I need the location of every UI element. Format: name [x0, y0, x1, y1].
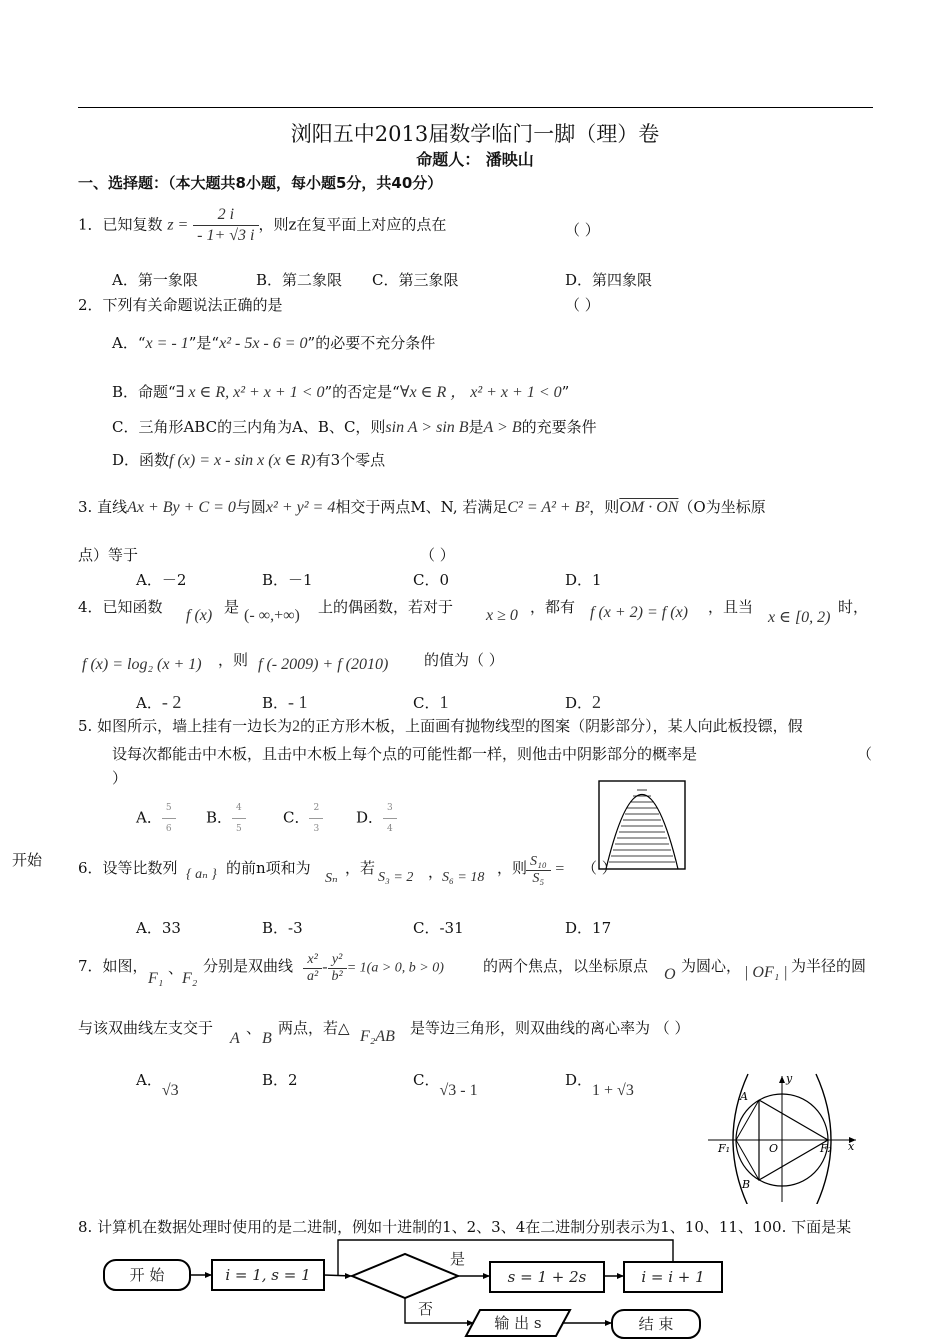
q4-t6: ，则 [218, 651, 249, 669]
q7-t2: 分别是双曲线 [203, 957, 294, 975]
section-heading: 一、选择题：（本大题共8小题，每小题5分，共40分） [78, 174, 443, 192]
q2b-math-2: ∀x ∈ R ， x² + x + 1 < 0 [399, 384, 562, 401]
q6-answer-paren: （ ） [582, 859, 617, 877]
q6-math-s6: S₆ = 18 [442, 870, 485, 885]
q6-pre: 6．设等比数列 [78, 859, 178, 877]
q2c-mid: 是 [468, 418, 484, 436]
q4c-value: 1 [439, 692, 449, 712]
q5b-num: 4 [232, 798, 246, 819]
q3-option-d: D．1 [565, 571, 602, 589]
q5c-fraction [309, 798, 323, 839]
q4-t2: 上的偶函数，若对于 [318, 598, 454, 616]
q4-t7: 的值为（ ） [424, 651, 504, 669]
q2d-post: 有3个零点 [315, 451, 386, 469]
q4-math-period: f (x + 2) = f (x) [590, 604, 688, 621]
q4b-label: B． [262, 694, 289, 712]
q4-pre: 4．已知函数 [78, 598, 163, 616]
q7-frac-y [328, 952, 347, 985]
q1-answer-paren: （ ） [565, 221, 600, 239]
q5-option-b [206, 798, 246, 839]
question-1 [78, 205, 446, 246]
author-line: 命题人： 潘映山 [416, 150, 534, 169]
q7d-value: 1 + √3 [592, 1082, 634, 1099]
q7-option-c [413, 1070, 478, 1099]
q1-denominator: - 1+ √3 i [197, 227, 255, 244]
q2a-pre: A．“ [112, 334, 146, 352]
flow-output-label: 输 出 s [494, 1314, 542, 1332]
q5-line-1 [78, 716, 803, 737]
q5a-label: A． [136, 808, 162, 827]
q2-option-a [112, 333, 435, 354]
q1-post: ，则z在复平面上对应的点在 [258, 215, 447, 234]
q7-option-d [565, 1070, 634, 1099]
q5a-num: 5 [162, 798, 176, 819]
q1-pre: 1．已知复数 [78, 215, 163, 234]
q1-option-c: C．第三象限 [372, 271, 459, 289]
q3-math-vector: OM · ON [619, 499, 679, 516]
q6-option-d: D．17 [565, 919, 612, 937]
q5-paren-close: ） [112, 769, 128, 787]
q1-option-a: A．第一象限 [112, 271, 198, 289]
q4-option-c [413, 692, 448, 713]
q7c-label: C． [413, 1071, 440, 1089]
q2d-math: f (x) = x - sin x (x ∈ R) [169, 452, 316, 469]
q6-ratio [526, 854, 565, 887]
q2c-math-2: A > B [483, 419, 522, 436]
q7-math-triangle: F₂AB [360, 1028, 395, 1045]
q2a-mid: ”是“ [188, 334, 220, 352]
q5-side: 2 [292, 718, 301, 735]
q2-option-c [112, 417, 597, 438]
q5b-fraction [232, 798, 246, 839]
q3-answer-paren: （ ） [420, 546, 455, 564]
document-title: 浏阳五中2013届数学临门一脚（理）卷 [290, 122, 660, 146]
flow-init-label: i = 1, s = 1 [225, 1266, 311, 1284]
q5-line-2: 设每次都能击中木板，且击中木板上每个点的可能性都一样，则他击中阴影部分的概率是 [112, 745, 698, 763]
q6-t2: ，若 [345, 859, 376, 877]
q7-math-o: O [664, 966, 676, 983]
q7-hyperbola-eq [303, 952, 444, 985]
q6-t3: ， [428, 863, 444, 881]
q6-math-sn: Sₙ [325, 871, 338, 886]
q2d-pre: D．函数 [112, 451, 170, 469]
q7-minus: - [322, 958, 328, 976]
q4d-label: D． [565, 694, 593, 712]
q7-l2-t1: 、 [246, 1019, 262, 1037]
q6-eq: = [554, 860, 566, 878]
q7-pre: 7．如图， [78, 957, 148, 975]
q5b-label: B． [206, 808, 233, 827]
q7-condition: = 1(a > 0, b > 0) [346, 960, 444, 976]
flow-start-label: 开 始 [129, 1266, 165, 1284]
q7-l2-post: 是等边三角形，则双曲线的离心率为 （ ） [410, 1019, 690, 1037]
flow-end-label: 结 束 [638, 1315, 674, 1333]
q6-fraction [526, 854, 551, 887]
q4-option-d [565, 692, 601, 713]
flow-step-i-label: i = i + 1 [641, 1268, 705, 1286]
q2b-post: ” [561, 383, 570, 401]
q7-fx-num: x² [303, 952, 322, 969]
q5-paren-open: （ [857, 745, 873, 763]
q6-option-a: A．33 [136, 919, 181, 937]
flow-decision-node [352, 1254, 458, 1298]
q6-option-c: C．-31 [413, 919, 464, 937]
fig7-label-f1: F₁ [718, 1142, 731, 1155]
q4c-label: C． [413, 694, 440, 712]
q6-t4: ，则 [497, 859, 528, 877]
q6-num: S₁₀ [526, 854, 551, 871]
q2-answer-paren: （ ） [565, 296, 600, 314]
q5c-den: 3 [313, 824, 320, 834]
q7-math-b: B [262, 1030, 272, 1047]
q1-option-b: B．第二象限 [256, 271, 343, 289]
q6-t1: 的前n项和为 [226, 859, 311, 877]
q7-math-f2: F₂ [182, 970, 198, 987]
q2b-pre: B．命题“ [112, 383, 176, 401]
q1-fraction [193, 205, 258, 246]
fig7-label-y: y [786, 1072, 793, 1085]
q3-option-b: B．－1 [262, 571, 313, 589]
fig7-label-o: O [769, 1142, 779, 1155]
question-8: 8. 计算机在数据处理时使用的是二进制，例如十进制的1、2、3、4在二进制分别表示为1、10、11、100. 下面是某 [78, 1218, 852, 1236]
q7-t5: 为半径的圆 [791, 957, 867, 975]
fig7-label-x: x [848, 1140, 855, 1153]
q7-fy-den: b² [331, 969, 343, 984]
q6-math-seq: { aₙ } [186, 867, 217, 882]
q6-den: S₅ [532, 871, 545, 886]
q3-option-a: A．－2 [136, 571, 187, 589]
q5-option-a [136, 798, 176, 839]
q4-math-interval: x ∈ [0, 2) [768, 609, 831, 626]
q4-option-a [136, 692, 181, 713]
q7c-value: √3 - 1 [439, 1082, 478, 1099]
q4-math-log: f (x) = log₂ (x + 1) [82, 656, 202, 673]
q5b-den: 5 [236, 824, 242, 834]
q4-t1: 是 [224, 598, 240, 616]
q3-math-circle: x² + y² = 4 [265, 499, 336, 516]
hyperbola-figure [704, 1070, 864, 1204]
q5d-label: D． [356, 808, 384, 827]
flow-no-label: 否 [418, 1300, 434, 1318]
q2-option-d [112, 450, 385, 471]
q5-option-c [283, 798, 323, 839]
q7-fx-den: a² [307, 969, 319, 984]
q3-math-line: Ax + By + C = 0 [127, 499, 236, 516]
q4-math-x: x ≥ 0 [486, 607, 518, 624]
q4-math-f: f (x) [186, 607, 213, 624]
q5-pre: 5. 如图所示，墙上挂有一边长为 [78, 717, 293, 735]
q4a-value: - 2 [161, 692, 182, 712]
flow-yes-label: 是 [450, 1250, 466, 1268]
q5-option-d [356, 798, 397, 839]
q2b-mid: ”的否定是“ [324, 383, 400, 401]
q7-option-b: B．2 [262, 1071, 298, 1089]
q7-math-radius: | OF₁ | [744, 964, 788, 981]
q7-math-a: A [230, 1030, 240, 1047]
top-rule [78, 107, 873, 108]
q2c-post: 的充要条件 [521, 418, 597, 436]
q3-mid-1: 与圆 [235, 498, 266, 516]
q7a-label: A． [136, 1071, 162, 1089]
q5a-den: 6 [165, 824, 172, 834]
q6-option-b: B．-3 [262, 919, 303, 937]
margin-start-label: 开始 [12, 851, 43, 869]
q7a-value: √3 [161, 1082, 179, 1099]
q3-option-c: C．0 [413, 571, 450, 589]
q1-option-d: D．第四象限 [565, 271, 653, 289]
q5d-den: 4 [387, 824, 393, 834]
q4-t5: 时， [838, 598, 869, 616]
q7-l2-pre: 与该双曲线左支交于 [78, 1019, 214, 1037]
q4-t3: ，都有 [530, 598, 576, 616]
q7-t4: 为圆心， [681, 957, 742, 975]
q3-line-2: 点）等于 [78, 546, 139, 564]
question-3 [78, 497, 766, 518]
q5d-num: 3 [383, 798, 397, 819]
q2a-post: ”的必要不充分条件 [307, 334, 436, 352]
q4-t4: ，且当 [708, 598, 754, 616]
fig7-label-a: A [740, 1090, 748, 1103]
flowchart [100, 1236, 740, 1342]
q5a-fraction [162, 798, 176, 839]
question-2: 2．下列有关命题说法正确的是 [78, 296, 283, 314]
q1-z: z = [167, 216, 189, 234]
q7d-label: D． [565, 1071, 593, 1089]
q2a-math-2: x² - 5x - 6 = 0 [219, 335, 308, 352]
fig7-label-f2: F₂ [820, 1142, 833, 1155]
q7-math-f1: F₁ [148, 970, 164, 987]
q7-frac-x [303, 952, 322, 985]
q5c-label: C． [283, 808, 310, 827]
q3-math-condition: C² = A² + B² [507, 499, 590, 516]
q7-fy-num: y² [328, 952, 347, 969]
q4-math-domain: (- ∞,+∞) [244, 607, 300, 624]
q3-mid-3: ，则 [589, 498, 620, 516]
q7-l2-t2: 两点，若△ [278, 1019, 350, 1037]
q6-math-s3: S₃ = 2 [378, 870, 414, 885]
fig7-label-b: B [742, 1178, 751, 1191]
q2-option-b [112, 382, 569, 403]
q2b-math-1: ∃ x ∈ R, x² + x + 1 < 0 [175, 384, 325, 401]
q7-t1: 、 [168, 959, 184, 977]
q3-post: （O为坐标原 [678, 498, 766, 516]
q7-option-a [136, 1070, 179, 1099]
q3-mid-2: 相交于两点M、N, 若满足 [335, 498, 508, 516]
q5c-num: 2 [309, 798, 323, 819]
q2a-math-1: x = - 1 [145, 335, 189, 352]
q1-numerator: 2 i [193, 205, 258, 226]
q2c-pre: C．三角形ABC的三内角为A、B、C，则 [112, 418, 386, 436]
q2c-math-1: sin A > sin B [385, 419, 469, 436]
q4d-value: 2 [592, 692, 602, 712]
q5-post: 的正方形木板，上面画有抛物线型的图案（阴影部分），某人向此板投镖，假 [300, 717, 803, 735]
flow-step-s-label: s = 1 + 2s [507, 1268, 587, 1286]
q7-t3: 的两个焦点，以坐标原点 [483, 957, 649, 975]
q5d-fraction [383, 798, 397, 839]
q4-option-b [262, 692, 308, 713]
q4b-value: - 1 [288, 692, 308, 712]
q4-math-sum: f (- 2009) + f (2010) [258, 656, 389, 673]
q4a-label: A． [136, 694, 162, 712]
q3-pre: 3. 直线 [78, 498, 128, 516]
